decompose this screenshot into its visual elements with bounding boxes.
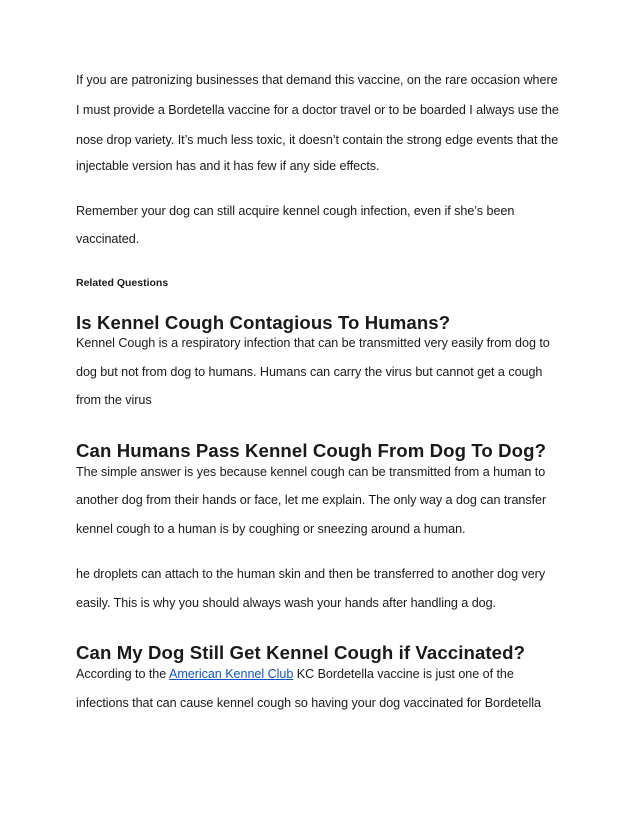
section-line: easily. This is why you should always wash your hands after handling a dog.	[76, 596, 497, 610]
american-kennel-club-link[interactable]: American Kennel Club	[168, 667, 294, 681]
section-heading: Is Kennel Cough Contagious To Humans?	[76, 312, 451, 333]
intro-line: nose drop variety. It’s much less toxic, it doesn’t contain the strong edge events that the	[76, 133, 559, 147]
section-line	[76, 668, 514, 681]
section-line: The simple answer is yes because kennel cough can be transmitted from a human to	[76, 465, 546, 479]
section-line: Kennel Cough is a respiratory infection that can be transmitted very easily from dog to	[76, 336, 550, 350]
reminder-line: vaccinated.	[76, 232, 140, 246]
intro-line: I must provide a Bordetella vaccine for a doctor travel or to be boarded I always use the	[76, 103, 559, 117]
section-line: infections that can cause kennel cough so having your dog vaccinated for Bordetella	[76, 696, 541, 710]
section-line: dog but not from dog to humans. Humans can carry the virus but cannot get a cough	[76, 365, 543, 379]
section-heading: Can Humans Pass Kennel Cough From Dog To Dog?	[76, 440, 547, 461]
section-line: another dog from their hands or face, let me explain. The only way a dog can transfer	[76, 493, 547, 507]
section-heading: Can My Dog Still Get Kennel Cough if Vaccinated?	[76, 642, 526, 663]
text-span: According to the	[76, 667, 169, 681]
intro-line: If you are patronizing businesses that demand this vaccine, on the rare occasion where	[76, 73, 558, 87]
text-span: KC Bordetella vaccine is just one of the	[293, 667, 514, 681]
related-questions-label: Related Questions	[76, 277, 169, 289]
section-line: kennel cough to a human is by coughing or sneezing around a human.	[76, 522, 466, 536]
intro-line: injectable version has and it has few if any side effects.	[76, 159, 380, 173]
reminder-line: Remember your dog can still acquire kennel cough infection, even if she’s been	[76, 204, 515, 218]
section-line: he droplets can attach to the human skin and then be transferred to another dog very	[76, 567, 546, 581]
section-line: from the virus	[76, 393, 152, 407]
